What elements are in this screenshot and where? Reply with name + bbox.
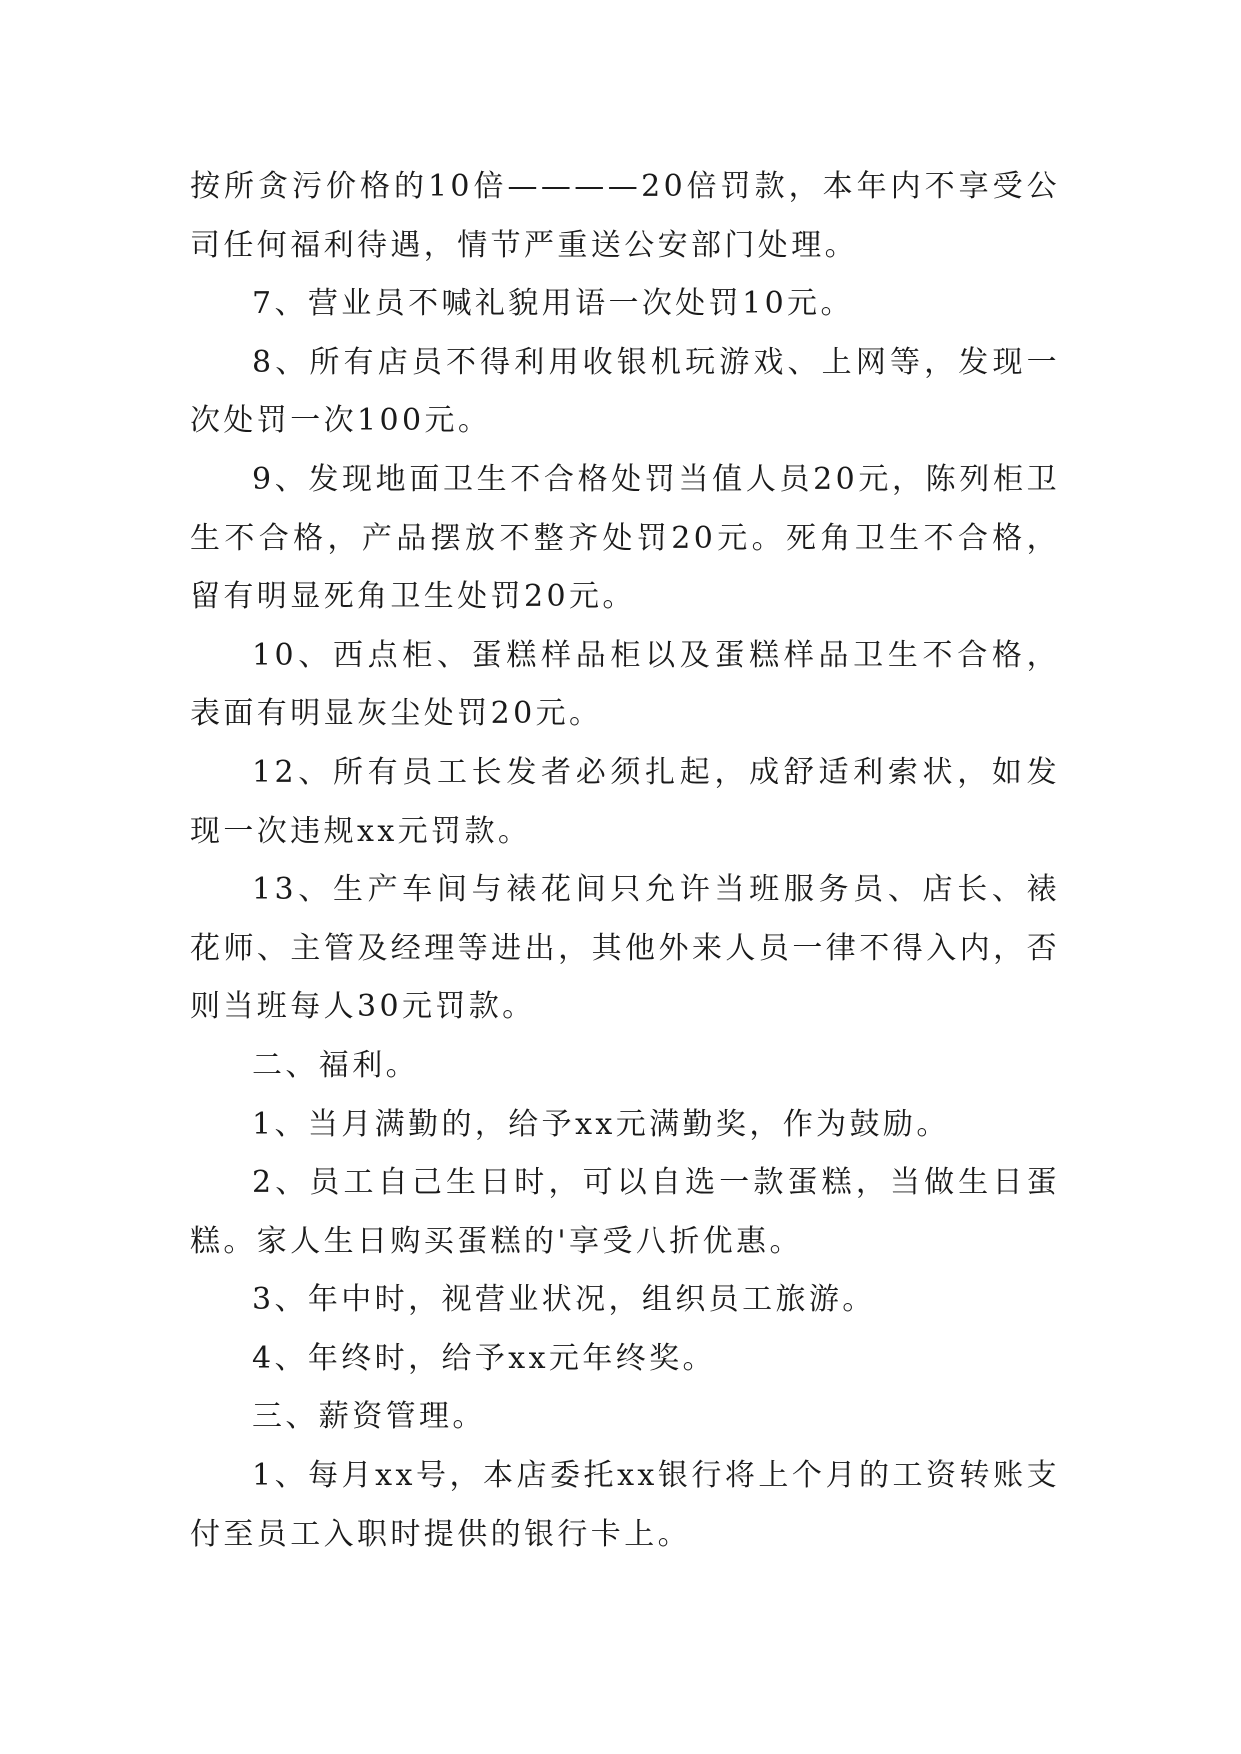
paragraph-salary-1: 1、每月xx号，本店委托xx银行将上个月的工资转账支付至员工入职时提供的银行卡上。 — [190, 1458, 1060, 1552]
document-body — [190, 158, 1060, 1564]
paragraph-rule-9: 9、发现地面卫生不合格处罚当值人员20元，陈列柜卫生不合格，产品摆放不整齐处罚20元。死角卫生不合格，留有明显死角卫生处罚20元。 — [190, 461, 1060, 615]
paragraph-embezzlement-penalty: 按所贪污价格的10倍————20倍罚款，本年内不享受公司任何福利待遇，情节严重送公安部门处理。 — [190, 169, 1060, 263]
section-heading-benefits: 二、福利。 — [252, 1047, 419, 1083]
paragraph-benefit-3: 3、年中时，视营业状况，组织员工旅游。 — [252, 1282, 876, 1318]
paragraph-rule-10: 10、西点柜、蛋糕样品柜以及蛋糕样品卫生不合格，表面有明显灰尘处罚20元。 — [190, 637, 1060, 732]
paragraph-rule-7: 7、营业员不喊礼貌用语一次处罚10元。 — [252, 286, 854, 322]
paragraph-benefit-4: 4、年终时，给予xx元年终奖。 — [252, 1340, 716, 1376]
paragraph-rule-8: 8、所有店员不得利用收银机玩游戏、上网等，发现一次处罚一次100元。 — [190, 344, 1060, 439]
paragraph-benefit-1: 1、当月满勤的，给予xx元满勤奖，作为鼓励。 — [252, 1106, 950, 1142]
paragraph-rule-12: 12、所有员工长发者必须扎起，成舒适利索状，如发现一次违规xx元罚款。 — [190, 754, 1060, 849]
section-heading-salary: 三、薪资管理。 — [252, 1399, 486, 1435]
paragraph-rule-13: 13、生产车间与裱花间只允许当班服务员、店长、裱花师、主管及经理等进出，其他外来人员一律不得入内，否则当班每人30元罚款。 — [190, 872, 1060, 1025]
paragraph-benefit-2: 2、员工自己生日时，可以自选一款蛋糕，当做生日蛋糕。家人生日购买蛋糕的'享受八折优惠。 — [190, 1165, 1060, 1259]
